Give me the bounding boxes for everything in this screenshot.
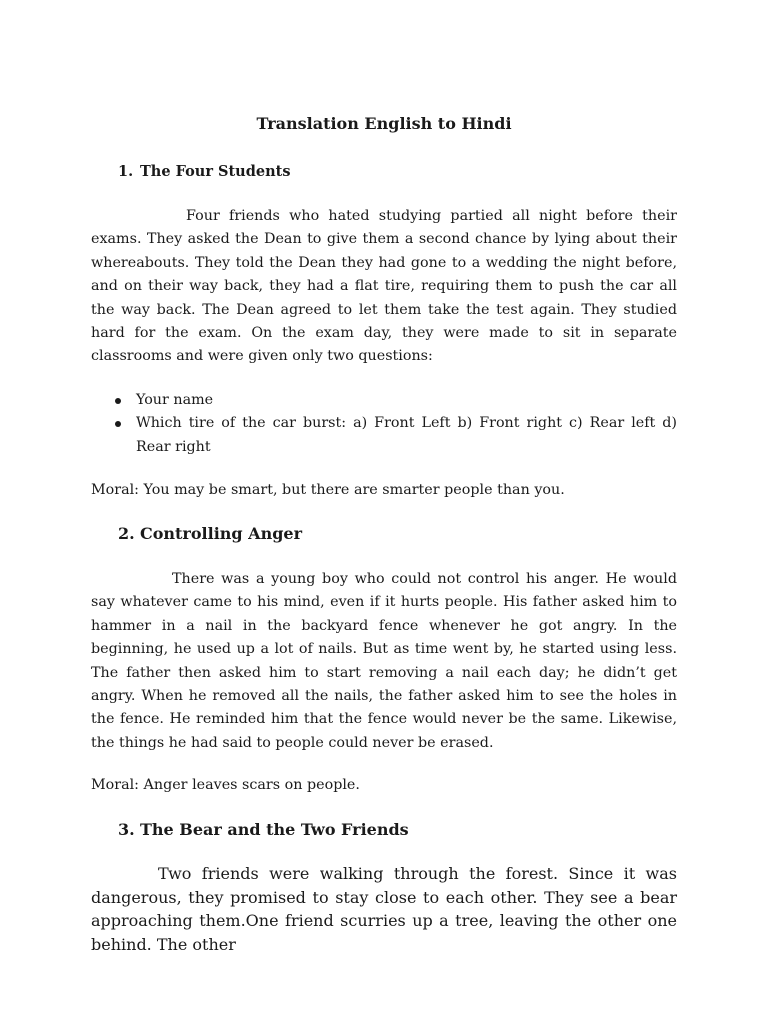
list-item: Your name (91, 389, 677, 412)
paragraph-bear-two-friends: Two friends were walking through the forest. Since it was dangerous, they promised to stay close to each other. They see a bear approaching them.One friend scurries up a tree, leaving the other one behind. The other (91, 864, 677, 954)
bullet-icon (115, 421, 121, 427)
section-number: 3. (118, 820, 135, 839)
bullet-icon (115, 398, 121, 404)
section-heading-four-students (118, 163, 291, 180)
section-number: 1. (118, 163, 134, 180)
section-title: Controlling Anger (140, 524, 302, 543)
section-heading-bear-two-friends (118, 820, 409, 839)
section-title: The Four Students (140, 163, 291, 180)
moral-four-students: Moral: You may be smart, but there are smarter people than you. (91, 482, 565, 498)
paragraph-four-students: Four friends who hated studying partied all night before their exams. They asked the Dean to give them a second chance by lying about their whereabouts. They told the Dean they had gone to a wedding the night before, and on their way back, they had a flat tire, requiring them to push the car all the way back. The Dean agreed to let them take the test again. They studied hard for the exam. On the exam day, they were made to sit in separate classrooms and were given only two questions: (91, 208, 677, 365)
moral-controlling-anger: Moral: Anger leaves scars on people. (91, 777, 360, 793)
section-heading-controlling-anger (118, 524, 302, 543)
section-title: The Bear and the Two Friends (140, 820, 409, 839)
question-list (91, 389, 677, 459)
paragraph-controlling-anger: There was a young boy who could not control his anger. He would say whatever came to his mind, even if it hurts people. His father asked him to hammer in a nail in the backyard fence whenever he got angry. In the beginning, he used up a lot of nails. But as time went by, he started using less. The father then asked him to start removing a nail each day; he didn’t get angry. When he removed all the nails, the father asked him to see the holes in the fence. He reminded him that the fence would never be the same. Likewise, the things he had said to people could never be erased. (91, 571, 677, 751)
list-item: Which tire of the car burst: a) Front Left b) Front right c) Rear left d) Rear right (91, 412, 677, 459)
document-title: Translation English to Hindi (256, 114, 512, 133)
section-number: 2. (118, 524, 135, 543)
